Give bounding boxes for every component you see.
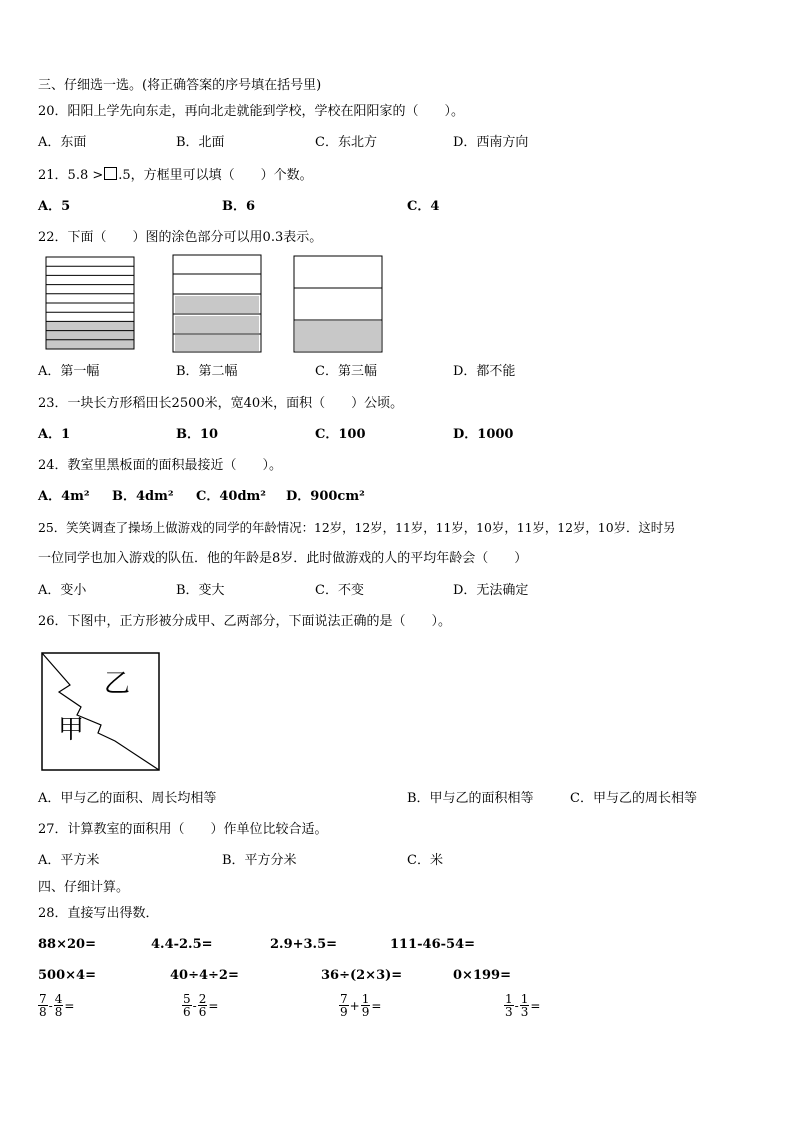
denominator: 6 (198, 1005, 207, 1019)
q26-text: 26．下图中，正方形被分成甲、乙两部分，下面说法正确的是（ ）。 (38, 614, 452, 629)
numerator: 5 (183, 992, 191, 1006)
q25-option-b: B．变大 (176, 583, 225, 598)
numerator: 1 (520, 992, 529, 1006)
calc-r1-3: 2.9+3.5= (270, 937, 338, 952)
q27-option-c: C．米 (407, 853, 443, 868)
q27-option-b: B．平方分米 (222, 853, 297, 868)
q23-option-b: B．10 (176, 427, 219, 442)
fraction-expr-1 (38, 993, 75, 1018)
denominator: 6 (183, 1005, 191, 1019)
q21-option-a: A．5 (38, 199, 71, 214)
q26-option-b: B．甲与乙的面积相等 (407, 791, 534, 806)
shaded-region (46, 321, 134, 349)
calc-r2-1: 500×4= (38, 968, 96, 983)
numerator: 1 (505, 992, 513, 1006)
q21-text-suffix: .5，方框里可以填（ ）个数。 (118, 168, 313, 183)
q22-figure-2 (172, 254, 264, 354)
equals: = (64, 998, 75, 1013)
blank-box (104, 167, 117, 180)
equals: = (530, 998, 541, 1013)
q24-option-d: D．900cm² (286, 489, 365, 504)
q21-option-b: B．6 (222, 199, 256, 214)
calc-r2-4: 0×199= (453, 968, 511, 983)
denominator: 9 (361, 1005, 370, 1019)
q22-option-a: A．第一幅 (38, 364, 100, 379)
q24-text: 24．教室里黑板面的面积最接近（ ）。 (38, 458, 283, 473)
figure-label-jia: 甲 (58, 715, 85, 745)
numerator: 7 (39, 992, 47, 1006)
q23-option-c: C．100 (315, 427, 366, 442)
q26-square-figure (40, 651, 162, 773)
q22-option-b: B．第二幅 (176, 364, 238, 379)
q25-text-line1: 25．笑笑调查了操场上做游戏的同学的年龄情况：12岁，12岁，11岁，11岁，10岁，11岁，12岁，10岁．这时另 (38, 520, 676, 535)
q23-option-a: A．1 (38, 427, 71, 442)
q26-option-a: A．甲与乙的面积、周长均相等 (38, 791, 217, 806)
shaded-region (175, 335, 259, 351)
figure-label-yi: 乙 (104, 669, 131, 699)
denominator: 8 (54, 1005, 63, 1019)
operator: - (514, 998, 519, 1013)
denominator: 3 (505, 1005, 513, 1019)
q27-text: 27．计算教室的面积用（ ）作单位比较合适。 (38, 822, 328, 837)
numerator: 4 (54, 992, 63, 1006)
calc-r1-4: 111-46-54= (390, 937, 476, 952)
operator: - (192, 998, 197, 1013)
calc-r1-1: 88×20= (38, 937, 96, 952)
q20-option-b: B．北面 (176, 135, 225, 150)
q25-option-d: D．无法确定 (453, 583, 529, 598)
denominator: 9 (340, 1005, 348, 1019)
q24-option-b: B．4dm² (112, 489, 174, 504)
section3-heading: 三、仔细选一选。(将正确答案的序号填在括号里) (38, 78, 322, 93)
operator: + (349, 998, 360, 1013)
q22-option-c: C．第三幅 (315, 364, 377, 379)
q22-option-d: D．都不能 (453, 364, 516, 379)
shaded-region (175, 316, 259, 333)
fraction-expr-3 (339, 993, 382, 1018)
q22-figure-3 (293, 255, 385, 355)
denominator: 8 (39, 1005, 47, 1019)
section4-heading: 四、仔细计算。 (38, 880, 130, 895)
q25-text-line2: 一位同学也加入游戏的队伍．他的年龄是8岁．此时做游戏的人的平均年龄会（ ） (38, 551, 528, 566)
q24-option-a: A．4m² (38, 489, 90, 504)
q22-text: 22．下面（ ）图的涂色部分可以用0.3表示。 (38, 230, 323, 245)
q21-text-prefix: 21．5.8 > (38, 168, 104, 183)
q25-option-a: A．变小 (38, 583, 87, 598)
q20-option-c: C．东北方 (315, 135, 377, 150)
q20-option-d: D．西南方向 (453, 135, 529, 150)
equals: = (208, 998, 219, 1013)
numerator: 2 (198, 992, 207, 1006)
q21-text (38, 167, 313, 184)
q25-option-c: C．不变 (315, 583, 364, 598)
q27-option-a: A．平方米 (38, 853, 100, 868)
q23-text: 23．一块长方形稻田长2500米，宽40米，面积（ ）公顷。 (38, 396, 404, 411)
q21-option-c: C．4 (407, 199, 440, 214)
q20-text: 20．阳阳上学先向东走，再向北走就能到学校，学校在阳阳家的（ ）。 (38, 104, 465, 119)
equals: = (371, 998, 382, 1013)
calc-r1-2: 4.4-2.5= (151, 937, 213, 952)
shaded-region (175, 296, 259, 313)
operator: - (48, 998, 53, 1013)
fraction-expr-2 (182, 993, 219, 1018)
calc-r2-3: 36÷(2×3)= (321, 968, 403, 983)
q22-figure-1 (45, 256, 137, 352)
shaded-region (295, 321, 381, 351)
q26-option-c: C．甲与乙的周长相等 (570, 791, 697, 806)
q28-text: 28．直接写出得数． (38, 906, 159, 921)
q23-option-d: D．1000 (453, 427, 514, 442)
q24-option-c: C．40dm² (196, 489, 266, 504)
q20-option-a: A．东面 (38, 135, 87, 150)
denominator: 3 (520, 1005, 529, 1019)
numerator: 1 (361, 992, 370, 1006)
numerator: 7 (340, 992, 348, 1006)
calc-r2-2: 40÷4÷2= (170, 968, 239, 983)
fraction-expr-4 (504, 993, 541, 1018)
